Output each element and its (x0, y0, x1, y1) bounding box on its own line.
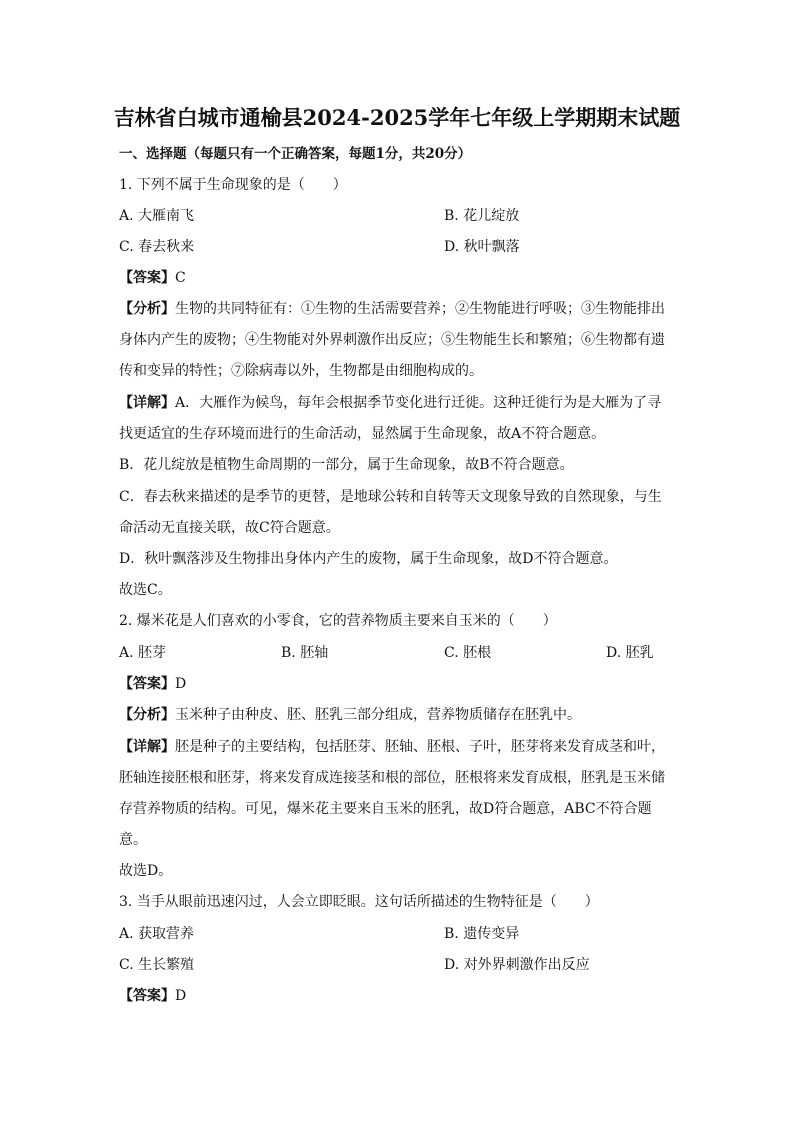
question-2-conclusion: 故选D。 (119, 863, 173, 879)
question-3-option-b: B. 遗传变异 (444, 926, 520, 942)
answer-value: D (175, 676, 187, 692)
question-3-stem: 3. 当手从眼前迅速闪过，人会立即眨眼。这句话所描述的生物特征是（ ） (119, 894, 599, 910)
question-3-answer (119, 986, 679, 1006)
question-2-analysis-line: 【分析】玉米种子由种皮、胚、胚乳三部分组成，营养物质储存在胚乳中。 (119, 707, 581, 723)
question-1-detail-line: C．春去秋来描述的是季节的更替，是地球公转和自转等天文现象导致的自然现象，与生 (119, 489, 662, 505)
answer-tag: 【答案】 (119, 988, 175, 1004)
question-2-stem: 2. 爆米花是人们喜欢的小零食，它的营养物质主要来自玉米的（ ） (119, 613, 557, 629)
question-1-detail-line: 找更适宜的生存环境而进行的生命活动，显然属于生命现象，故A不符合题意。 (119, 426, 606, 442)
question-1-stem: 1. 下列不属于生命现象的是（ ） (119, 177, 347, 193)
question-2-answer (119, 674, 679, 694)
question-1-analysis-line: 身体内产生的废物；④生物能对外界刺激作出反应；⑤生物能生长和繁殖；⑥生物都有遗 (119, 332, 665, 348)
question-1-detail-line: B．花儿绽放是植物生命周期的一部分，属于生命现象，故B不符合题意。 (119, 457, 574, 473)
detail-tag: 【详解】 (119, 395, 175, 411)
question-1-option-a: A. 大雁南飞 (119, 208, 195, 224)
question-1-detail-line: D．秋叶飘落涉及生物排出身体内产生的废物，属于生命现象，故D不符合题意。 (119, 551, 618, 567)
answer-tag: 【答案】 (119, 676, 175, 692)
question-2-detail-line: 意。 (119, 832, 147, 848)
question-1-option-b: B. 花儿绽放 (444, 208, 520, 224)
question-1-detail-line: 【详解】A．大雁作为候鸟，每年会根据季节变化进行迁徙。这种迁徙行为是大雁为了寻 (119, 395, 662, 411)
detail-tag: 【详解】 (119, 739, 175, 755)
question-1-detail-line: 命活动无直接关联，故C符合题意。 (119, 520, 340, 536)
question-2-option-d: D. 胚乳 (606, 645, 654, 661)
question-1-analysis-line: 【分析】生物的共同特征有：①生物的生活需要营养；②生物能进行呼吸；③生物能排出 (119, 301, 665, 317)
question-3-option-a: A. 获取营养 (119, 926, 195, 942)
answer-value: C (175, 270, 186, 286)
page-title: 吉林省白城市通榆县2024-2025学年七年级上学期期末试题 (113, 105, 681, 130)
question-2-option-a: A. 胚芽 (119, 645, 167, 661)
analysis-tag: 【分析】 (119, 707, 175, 723)
answer-tag: 【答案】 (119, 270, 175, 286)
question-3-option-d: D. 对外界刺激作出反应 (444, 957, 590, 973)
analysis-tag: 【分析】 (119, 301, 175, 317)
question-2-option-c: C. 胚根 (444, 645, 492, 661)
question-2-detail-line: 胚轴连接胚根和胚芽，将来发育成连接茎和根的部位，胚根将来发育成根，胚乳是玉米储 (119, 770, 665, 786)
question-1-option-d: D. 秋叶飘落 (444, 239, 520, 255)
question-1-analysis-line: 传和变异的特性；⑦除病毒以外，生物都是由细胞构成的。 (119, 363, 483, 379)
question-1-answer (119, 268, 679, 288)
answer-value: D (175, 988, 187, 1004)
question-2-detail-line: 【详解】胚是种子的主要结构，包括胚芽、胚轴、胚根、子叶，胚芽将来发育成茎和叶， (119, 739, 665, 755)
section-heading: 一、选择题（每题只有一个正确答案，每题1分，共20分） (119, 146, 472, 162)
question-1-conclusion: 故选C。 (119, 582, 172, 598)
question-2-detail-line: 存营养物质的结构。可见，爆米花主要来自玉米的胚乳，故D符合题意，ABC不符合题 (119, 801, 652, 817)
question-1-option-c: C. 春去秋来 (119, 239, 195, 255)
question-2-option-b: B. 胚轴 (281, 645, 329, 661)
question-3-option-c: C. 生长繁殖 (119, 957, 195, 973)
